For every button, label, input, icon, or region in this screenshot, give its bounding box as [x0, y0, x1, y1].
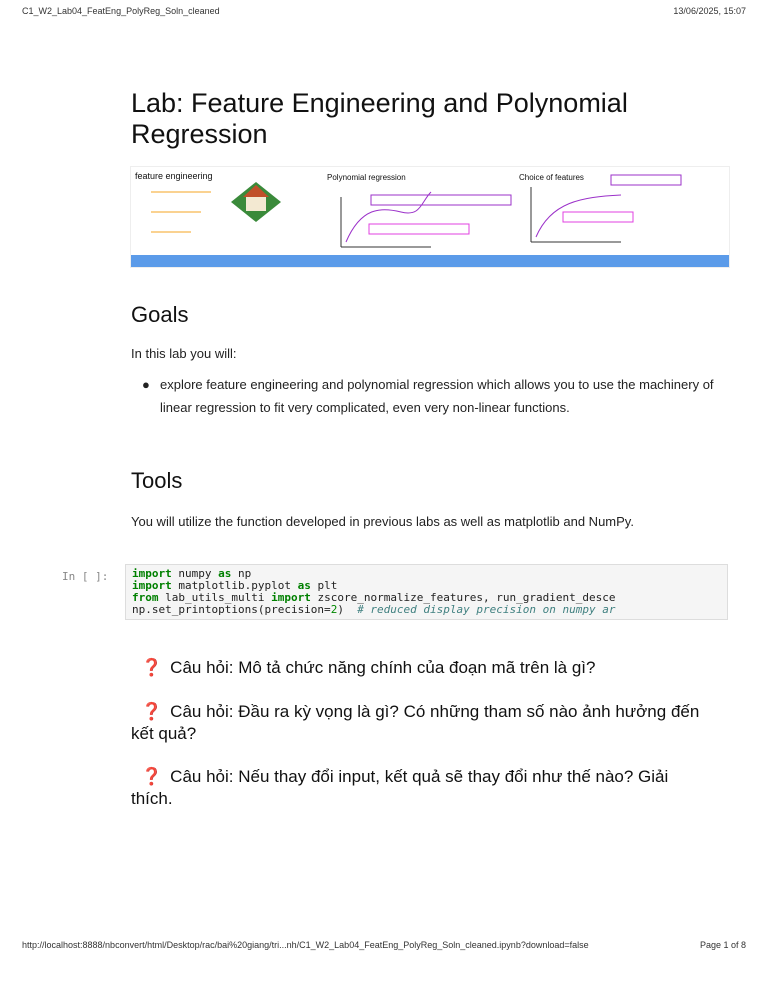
- question-mark-icon: ❓: [141, 658, 163, 677]
- question-2: [131, 701, 711, 745]
- question-mark-icon: ❓: [141, 767, 163, 786]
- goals-intro: In this lab you will:: [131, 346, 237, 361]
- print-footer-page: Page 1 of 8: [699, 940, 746, 950]
- print-footer-url: http://localhost:8888/nbconvert/html/Desktop/rac/bai%20giang/tri...nh/C1_W2_Lab04_FeatEng_PolyReg_Soln_cleaned.ipynb?download=false: [22, 940, 589, 950]
- goals-list-item: ● explore feature engineering and polynomial regression which allows you to use the machinery of linear regression to fit very complicated, even very non-linear functions.: [142, 373, 717, 419]
- print-header-doc-name: C1_W2_Lab04_FeatEng_PolyReg_Soln_cleaned: [22, 6, 220, 16]
- page-title: Lab: Feature Engineering and Polynomial Regression: [131, 88, 628, 149]
- question-text: Câu hỏi: Nếu thay đổi input, kết quả sẽ thay đổi như thế nào? Giải thích.: [131, 767, 669, 808]
- question-1: [131, 657, 711, 679]
- question-3: [131, 766, 711, 810]
- lab-banner-image: [130, 166, 730, 268]
- question-mark-icon: ❓: [141, 702, 163, 721]
- banner-panel-title: Polynomial regression: [327, 173, 406, 182]
- print-header-datetime: 13/06/2025, 15:07: [673, 6, 746, 16]
- goals-heading: Goals: [131, 302, 189, 327]
- tools-heading: Tools: [131, 468, 183, 493]
- question-text: Câu hỏi: Mô tả chức năng chính của đoạn mã trên là gì?: [170, 658, 596, 677]
- banner-panel-title: feature engineering: [135, 171, 213, 181]
- goals-list-item-text: explore feature engineering and polynomial regression which allows you to use the machinery of linear regression to fit very complicated, even very non-linear functions.: [160, 377, 714, 415]
- question-text: Câu hỏi: Đầu ra kỳ vọng là gì? Có những tham số nào ảnh hưởng đến kết quả?: [131, 702, 700, 743]
- code-cell[interactable]: import numpy as np import matplotlib.pyplot as plt from lab_utils_multi import zscore_normalize_features, run_gradient_desce np.set_printoptions(precision=2) # reduced display precision on numpy ar: [125, 564, 728, 620]
- banner-panel-title: Choice of features: [519, 173, 584, 182]
- banner-footer-bar: [131, 255, 729, 267]
- tools-text: You will utilize the function developed in previous labs as well as matplotlib and NumPy.: [131, 514, 634, 529]
- banner-illustration: [131, 167, 729, 255]
- cell-prompt: In [ ]:: [62, 570, 109, 583]
